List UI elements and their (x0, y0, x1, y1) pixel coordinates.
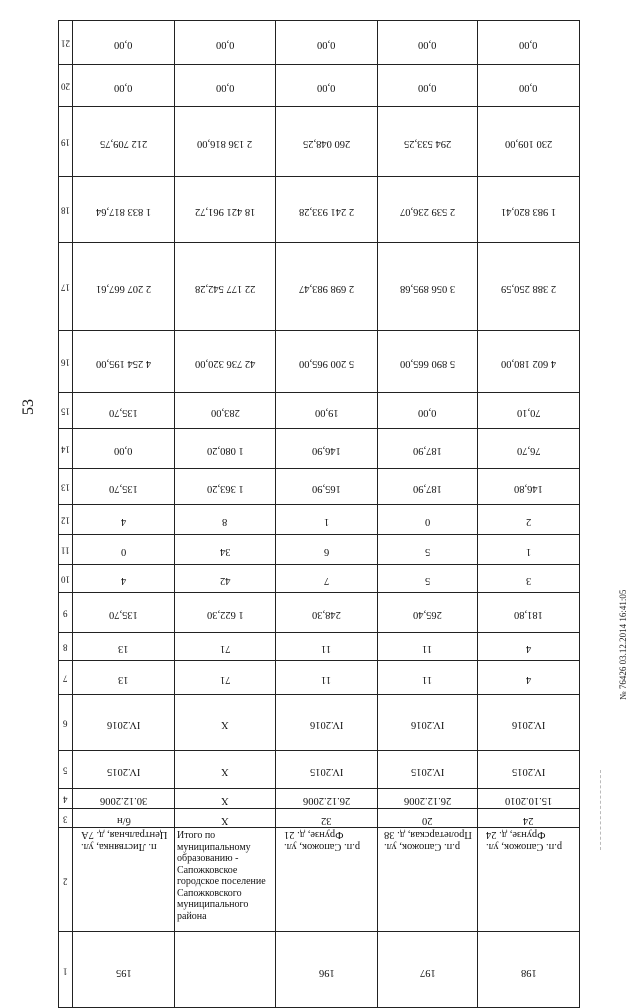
table-cell-c7: 4 (478, 661, 580, 695)
table-cell-c4: 26.12.2006 (276, 789, 378, 809)
table-cell-c12: 2 (478, 505, 580, 535)
table-cell-c2: р.п. Сапожок, ул. Фрунзе, д. 24 (478, 828, 580, 932)
table-cell-c3: 32 (276, 809, 378, 828)
table-cell-c7: 11 (378, 661, 478, 695)
table-row (59, 633, 580, 661)
table-row (59, 932, 580, 1008)
column-number-cell: 3 (59, 809, 73, 828)
table-cell-c2: Итого по муниципальному образованию - Сапожковское городское поселение Сапожковского муниципального района (175, 828, 276, 932)
column-number-cell: 18 (59, 177, 73, 243)
table-cell-c9: 135,70 (73, 593, 175, 633)
table-cell-c8: 4 (478, 633, 580, 661)
table-cell-c5: X (175, 751, 276, 789)
column-number-cell: 11 (59, 535, 73, 565)
table-cell-c11: 1 (478, 535, 580, 565)
table-row (59, 828, 580, 932)
table-cell-c17: 2 388 250,59 (478, 243, 580, 331)
table-cell-c11: 6 (276, 535, 378, 565)
table-cell-c15: 70,10 (478, 393, 580, 429)
table-cell-c20: 0,00 (378, 65, 478, 107)
table-cell-c16: 5 890 665,00 (378, 331, 478, 393)
table-cell-c16: 5 200 965,00 (276, 331, 378, 393)
table-cell-c18: 18 421 961,72 (175, 177, 276, 243)
table-cell-c14: 146,90 (276, 429, 378, 469)
stamp-barcode (600, 770, 603, 850)
table-cell-c3: 24 (478, 809, 580, 828)
column-number-cell: 2 (59, 828, 73, 932)
table-cell-c19: 230 109,00 (478, 107, 580, 177)
table-row (59, 809, 580, 828)
table-row (59, 393, 580, 429)
table-cell-c5: IV.2015 (73, 751, 175, 789)
column-number-cell: 12 (59, 505, 73, 535)
table-cell-c20: 0,00 (73, 65, 175, 107)
table-cell-c4: 15.10.2010 (478, 789, 580, 809)
column-number-cell: 8 (59, 633, 73, 661)
table-cell-c21: 0,00 (175, 21, 276, 65)
table-row (59, 21, 580, 65)
column-number-cell: 21 (59, 21, 73, 65)
table-cell-c6: IV.2016 (276, 695, 378, 751)
column-number-cell: 7 (59, 661, 73, 695)
table-cell-c21: 0,00 (478, 21, 580, 65)
table-cell-c10: 3 (478, 565, 580, 593)
table-cell-c2: п. Листвянка, ул. Центральная, д. 7А (73, 828, 175, 932)
table-cell-c16: 42 736 320,00 (175, 331, 276, 393)
table-row (59, 751, 580, 789)
table-cell-c4: 26.12.2006 (378, 789, 478, 809)
table-cell-c3: X (175, 809, 276, 828)
column-number-cell: 15 (59, 393, 73, 429)
table-cell-c5: IV.2015 (276, 751, 378, 789)
table-row (59, 661, 580, 695)
table-cell-c17: 3 056 895,68 (378, 243, 478, 331)
table-cell-c7: 13 (73, 661, 175, 695)
table-cell-c18: 1 983 820,41 (478, 177, 580, 243)
document-stamp: № 76426 03.12.2014 16:41:05 (618, 589, 628, 700)
table-cell-c11: 34 (175, 535, 276, 565)
table-row (59, 469, 580, 505)
page-number: 53 (20, 399, 37, 415)
table-cell-c12: 0 (378, 505, 478, 535)
table-cell-c18: 2 539 236,07 (378, 177, 478, 243)
table-row (59, 789, 580, 809)
table-cell-c2: р.п. Сапожок, ул. Фрунзе, д. 21 (276, 828, 378, 932)
table-cell-c13: 1 363,20 (175, 469, 276, 505)
table-row (59, 65, 580, 107)
table-cell-c12: 1 (276, 505, 378, 535)
column-number-cell: 17 (59, 243, 73, 331)
table-cell-c13: 135,70 (73, 469, 175, 505)
table-cell-c19: 212 709,75 (73, 107, 175, 177)
column-number-cell: 10 (59, 565, 73, 593)
column-number-cell: 20 (59, 65, 73, 107)
table-cell-c17: 2 698 983,47 (276, 243, 378, 331)
table-cell-c10: 5 (378, 565, 478, 593)
table-cell-c9: 1 622,30 (175, 593, 276, 633)
table-cell-c10: 42 (175, 565, 276, 593)
table-cell-c12: 4 (73, 505, 175, 535)
column-number-cell: 19 (59, 107, 73, 177)
table-cell-c6: IV.2016 (73, 695, 175, 751)
table-cell-c8: 71 (175, 633, 276, 661)
table-cell-c15: 135,70 (73, 393, 175, 429)
table-row (59, 331, 580, 393)
table-cell-c9: 248,30 (276, 593, 378, 633)
table-cell-c10: 7 (276, 565, 378, 593)
table-cell-c6: X (175, 695, 276, 751)
table-row (59, 243, 580, 331)
table-cell-c2: р.п. Сапожок, ул. Пролетарская, д. 38 (378, 828, 478, 932)
table-cell-c20: 0,00 (276, 65, 378, 107)
table-cell-c19: 2 136 816,00 (175, 107, 276, 177)
table-cell-c6: IV.2016 (378, 695, 478, 751)
table-cell-c14: 76,70 (478, 429, 580, 469)
table-cell-c5: IV.2015 (378, 751, 478, 789)
table-cell-c16: 4 254 195,00 (73, 331, 175, 393)
table-cell-c7: 71 (175, 661, 276, 695)
table-cell-c20: 0,00 (175, 65, 276, 107)
table-cell-c18: 1 833 817,64 (73, 177, 175, 243)
table-cell-c3: б/н (73, 809, 175, 828)
table-row (59, 429, 580, 469)
table-row (59, 593, 580, 633)
column-number-cell: 1 (59, 932, 73, 1008)
column-number-cell: 6 (59, 695, 73, 751)
table-cell-c8: 13 (73, 633, 175, 661)
table-cell-c15: 19,00 (276, 393, 378, 429)
table-cell-c11: 0 (73, 535, 175, 565)
column-number-cell: 9 (59, 593, 73, 633)
table-cell-c8: 11 (378, 633, 478, 661)
table-cell-c14: 187,90 (378, 429, 478, 469)
table-cell-c19: 294 533,25 (378, 107, 478, 177)
table-cell-c14: 1 080,20 (175, 429, 276, 469)
table-row (59, 695, 580, 751)
table-cell-c1 (175, 932, 276, 1008)
table-cell-c15: 0,00 (378, 393, 478, 429)
table-cell-c15: 283,00 (175, 393, 276, 429)
column-number-cell: 14 (59, 429, 73, 469)
table-cell-c1: 198 (478, 932, 580, 1008)
table-row (59, 505, 580, 535)
table-cell-c20: 0,00 (478, 65, 580, 107)
table-row (59, 535, 580, 565)
table-cell-c5: IV.2015 (478, 751, 580, 789)
table-cell-c1: 197 (378, 932, 478, 1008)
table-cell-c1: 196 (276, 932, 378, 1008)
column-number-cell: 13 (59, 469, 73, 505)
table-cell-c4: X (175, 789, 276, 809)
table-row (59, 565, 580, 593)
table-cell-c21: 0,00 (73, 21, 175, 65)
table-cell-c14: 0,00 (73, 429, 175, 469)
table-cell-c4: 30.12.2006 (73, 789, 175, 809)
column-number-cell: 16 (59, 331, 73, 393)
table-cell-c9: 265,40 (378, 593, 478, 633)
table-cell-c6: IV.2016 (478, 695, 580, 751)
table-cell-c13: 165,90 (276, 469, 378, 505)
table-row (59, 107, 580, 177)
column-number-cell: 5 (59, 751, 73, 789)
table-cell-c21: 0,00 (276, 21, 378, 65)
table-cell-c13: 146,80 (478, 469, 580, 505)
table-row (59, 177, 580, 243)
table-cell-c21: 0,00 (378, 21, 478, 65)
table-cell-c17: 22 177 542,28 (175, 243, 276, 331)
rotated-data-table (58, 20, 580, 1008)
table-cell-c18: 2 241 933,28 (276, 177, 378, 243)
table-cell-c9: 181,80 (478, 593, 580, 633)
table-cell-c11: 5 (378, 535, 478, 565)
table-cell-c16: 4 602 180,00 (478, 331, 580, 393)
table-cell-c1: 195 (73, 932, 175, 1008)
column-number-cell: 4 (59, 789, 73, 809)
table-cell-c7: 11 (276, 661, 378, 695)
table-cell-c8: 11 (276, 633, 378, 661)
table-cell-c10: 4 (73, 565, 175, 593)
table-cell-c17: 2 207 667,61 (73, 243, 175, 331)
table-cell-c19: 260 048,25 (276, 107, 378, 177)
table-cell-c13: 187,90 (378, 469, 478, 505)
table-cell-c3: 20 (378, 809, 478, 828)
table-cell-c12: 8 (175, 505, 276, 535)
